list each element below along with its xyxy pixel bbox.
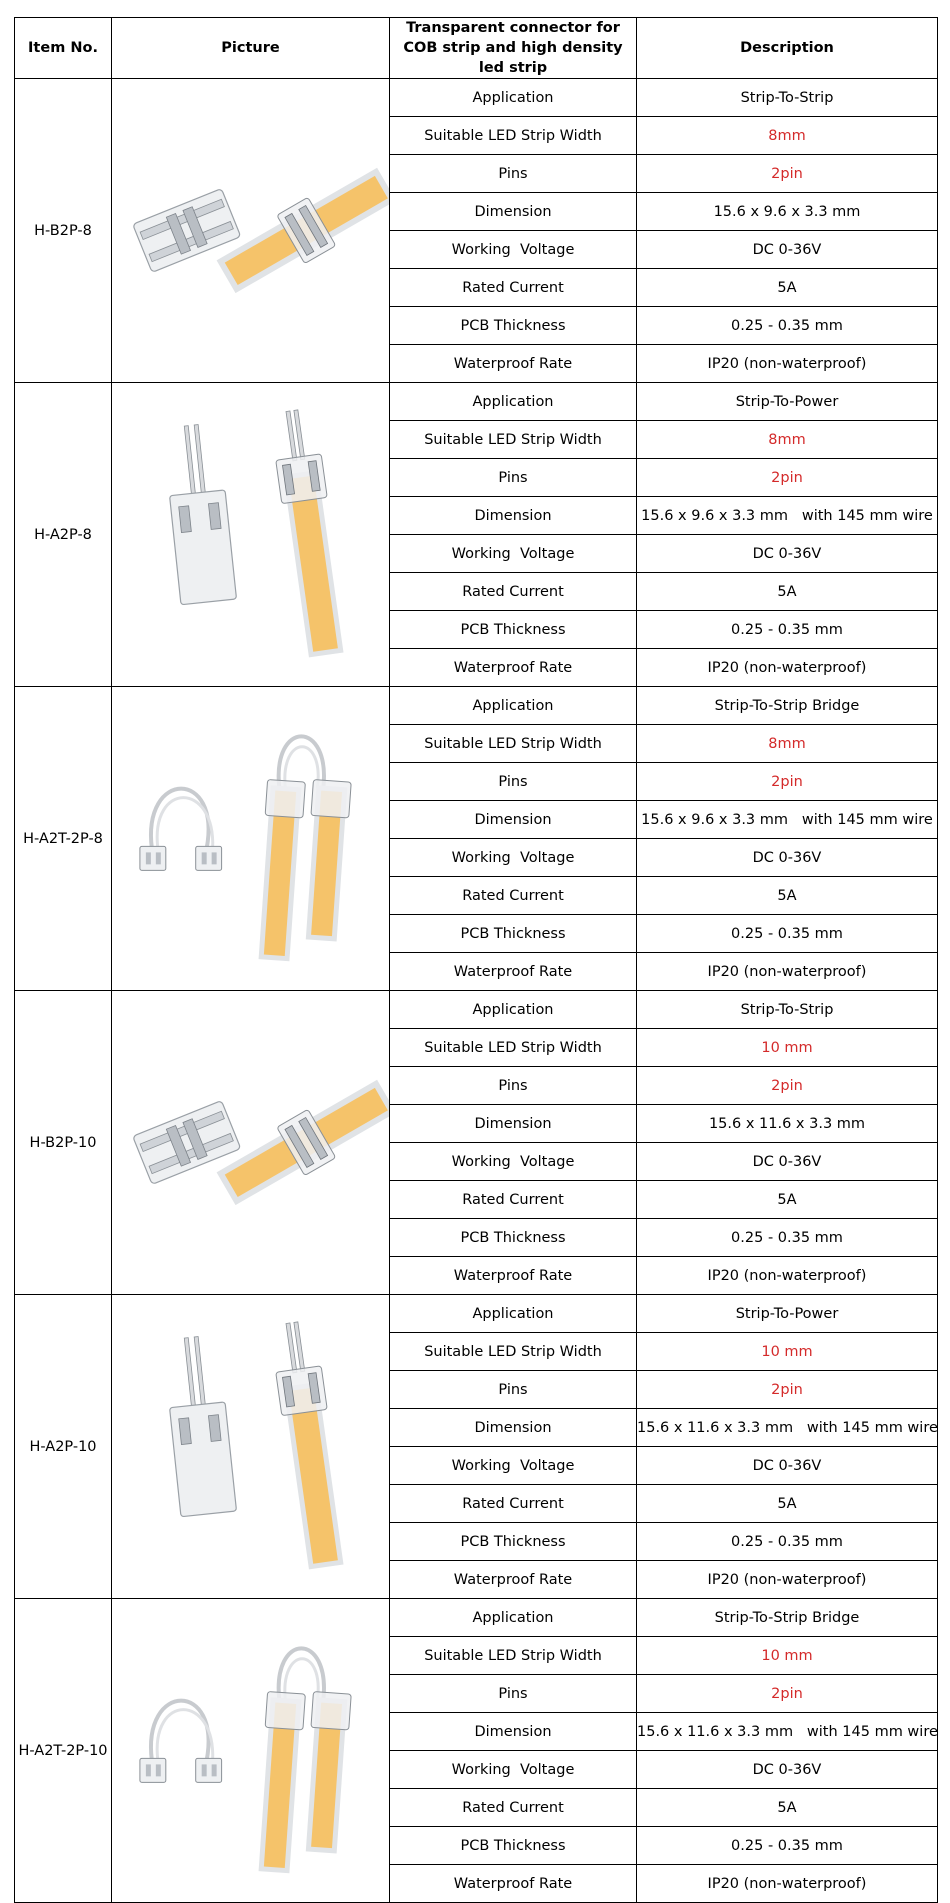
spec-value: Strip-To-Power — [637, 1295, 938, 1333]
spec-attribute: Suitable LED Strip Width — [390, 421, 637, 459]
spec-attribute: Working Voltage — [390, 839, 637, 877]
product-picture-cell — [112, 383, 390, 687]
spec-attribute: Working Voltage — [390, 231, 637, 269]
spec-attribute: PCB Thickness — [390, 1219, 637, 1257]
spec-value: Strip-To-Strip — [637, 79, 938, 117]
spec-value: 15.6 x 11.6 x 3.3 mm with 145 mm wire — [637, 1409, 938, 1447]
spec-value: 2pin — [637, 1067, 938, 1105]
spec-attribute: PCB Thickness — [390, 1523, 637, 1561]
spec-attribute: Waterproof Rate — [390, 1257, 637, 1295]
spec-value: 15.6 x 9.6 x 3.3 mm — [637, 193, 938, 231]
spec-attribute: Suitable LED Strip Width — [390, 725, 637, 763]
spec-value: 15.6 x 9.6 x 3.3 mm with 145 mm wire — [637, 801, 938, 839]
item-number-cell: H-A2T-2P-10 — [15, 1599, 112, 1903]
spec-value: Strip-To-Strip Bridge — [637, 1599, 938, 1637]
spec-attribute: Application — [390, 79, 637, 117]
spec-value: 10 mm — [637, 1029, 938, 1067]
table-row — [15, 687, 938, 725]
spec-value: 10 mm — [637, 1333, 938, 1371]
table-row — [15, 991, 938, 1029]
header-connector: Transparent connector for COB strip and high density led strip — [390, 18, 637, 79]
spec-attribute: Application — [390, 1295, 637, 1333]
spec-value: 2pin — [637, 763, 938, 801]
wired-connector-with-cob-strip-image — [112, 1297, 389, 1596]
spec-value: 5A — [637, 1181, 938, 1219]
spec-value: IP20 (non-waterproof) — [637, 1257, 938, 1295]
spec-value: 8mm — [637, 421, 938, 459]
spec-value: 2pin — [637, 155, 938, 193]
spec-value: DC 0-36V — [637, 231, 938, 269]
clip-connector-with-cob-strip-image — [112, 993, 389, 1292]
table-row — [15, 1295, 938, 1333]
spec-value: DC 0-36V — [637, 535, 938, 573]
spec-attribute: Pins — [390, 1675, 637, 1713]
spec-attribute: Dimension — [390, 1409, 637, 1447]
spec-attribute: Waterproof Rate — [390, 649, 637, 687]
spec-value: 5A — [637, 269, 938, 307]
spec-value: 0.25 - 0.35 mm — [637, 307, 938, 345]
spec-attribute: PCB Thickness — [390, 1827, 637, 1865]
product-picture-cell — [112, 1295, 390, 1599]
spec-value: 0.25 - 0.35 mm — [637, 915, 938, 953]
spec-value: 0.25 - 0.35 mm — [637, 1523, 938, 1561]
spec-attribute: Working Voltage — [390, 1447, 637, 1485]
spec-attribute: Suitable LED Strip Width — [390, 1333, 637, 1371]
spec-value: 5A — [637, 877, 938, 915]
spec-attribute: Suitable LED Strip Width — [390, 1029, 637, 1067]
spec-attribute: Rated Current — [390, 1789, 637, 1827]
spec-value: DC 0-36V — [637, 1143, 938, 1181]
table-header-row — [15, 18, 938, 79]
header-item-no: Item No. — [15, 18, 112, 79]
spec-value: IP20 (non-waterproof) — [637, 345, 938, 383]
spec-value: 0.25 - 0.35 mm — [637, 1827, 938, 1865]
spec-attribute: Suitable LED Strip Width — [390, 117, 637, 155]
spec-value: 15.6 x 11.6 x 3.3 mm with 145 mm wire — [637, 1713, 938, 1751]
spec-value: 5A — [637, 1789, 938, 1827]
spec-attribute: Waterproof Rate — [390, 1561, 637, 1599]
spec-attribute: Pins — [390, 459, 637, 497]
item-number-cell: H-A2P-8 — [15, 383, 112, 687]
spec-attribute: Dimension — [390, 1713, 637, 1751]
spec-value: 5A — [637, 1485, 938, 1523]
spec-attribute: Rated Current — [390, 1181, 637, 1219]
spec-attribute: Pins — [390, 1067, 637, 1105]
product-picture-cell — [112, 1599, 390, 1903]
spec-attribute: Rated Current — [390, 269, 637, 307]
spec-value: 0.25 - 0.35 mm — [637, 611, 938, 649]
spec-attribute: PCB Thickness — [390, 611, 637, 649]
spec-value: 2pin — [637, 1371, 938, 1409]
spec-value: DC 0-36V — [637, 1751, 938, 1789]
bridge-wire-connector-with-cob-strips-image — [112, 689, 389, 988]
spec-attribute: Working Voltage — [390, 1751, 637, 1789]
product-picture-cell — [112, 991, 390, 1295]
spec-value: 10 mm — [637, 1637, 938, 1675]
spec-value: IP20 (non-waterproof) — [637, 1561, 938, 1599]
spec-attribute: Working Voltage — [390, 535, 637, 573]
spec-value: Strip-To-Strip — [637, 991, 938, 1029]
table-row — [15, 79, 938, 117]
spec-value: 5A — [637, 573, 938, 611]
spec-attribute: Dimension — [390, 193, 637, 231]
table-row — [15, 383, 938, 421]
spec-value: Strip-To-Strip Bridge — [637, 687, 938, 725]
wired-connector-with-cob-strip-image — [112, 385, 389, 684]
spec-value: 2pin — [637, 459, 938, 497]
spec-value: Strip-To-Power — [637, 383, 938, 421]
header-description: Description — [637, 18, 938, 79]
spec-value: 2pin — [637, 1675, 938, 1713]
spec-attribute: Suitable LED Strip Width — [390, 1637, 637, 1675]
product-picture-cell — [112, 79, 390, 383]
spec-value: 15.6 x 11.6 x 3.3 mm — [637, 1105, 938, 1143]
spec-attribute: Waterproof Rate — [390, 953, 637, 991]
header-picture: Picture — [112, 18, 390, 79]
spec-attribute: Dimension — [390, 1105, 637, 1143]
spec-attribute: Application — [390, 1599, 637, 1637]
spec-attribute: Rated Current — [390, 877, 637, 915]
item-number-cell: H-A2P-10 — [15, 1295, 112, 1599]
spec-attribute: Pins — [390, 763, 637, 801]
spec-attribute: PCB Thickness — [390, 307, 637, 345]
spec-attribute: Pins — [390, 155, 637, 193]
spec-value: IP20 (non-waterproof) — [637, 953, 938, 991]
item-number-cell: H-B2P-10 — [15, 991, 112, 1295]
table-row — [15, 1599, 938, 1637]
spec-value: DC 0-36V — [637, 839, 938, 877]
product-spec-table — [14, 17, 938, 1903]
spec-attribute: Pins — [390, 1371, 637, 1409]
spec-value: IP20 (non-waterproof) — [637, 1865, 938, 1903]
spec-attribute: Application — [390, 383, 637, 421]
spec-attribute: Dimension — [390, 801, 637, 839]
item-number-cell: H-B2P-8 — [15, 79, 112, 383]
spec-value: 8mm — [637, 725, 938, 763]
spec-value: IP20 (non-waterproof) — [637, 649, 938, 687]
spec-attribute: Dimension — [390, 497, 637, 535]
bridge-wire-connector-with-cob-strips-image — [112, 1601, 389, 1900]
spec-attribute: Working Voltage — [390, 1143, 637, 1181]
spec-attribute: PCB Thickness — [390, 915, 637, 953]
spec-value: DC 0-36V — [637, 1447, 938, 1485]
spec-attribute: Rated Current — [390, 573, 637, 611]
spec-value: 15.6 x 9.6 x 3.3 mm with 145 mm wire — [637, 497, 938, 535]
item-number-cell: H-A2T-2P-8 — [15, 687, 112, 991]
spec-value: 0.25 - 0.35 mm — [637, 1219, 938, 1257]
spec-attribute: Rated Current — [390, 1485, 637, 1523]
spec-attribute: Waterproof Rate — [390, 1865, 637, 1903]
spec-attribute: Application — [390, 991, 637, 1029]
clip-connector-with-cob-strip-image — [112, 81, 389, 380]
product-picture-cell — [112, 687, 390, 991]
spec-value: 8mm — [637, 117, 938, 155]
spec-attribute: Waterproof Rate — [390, 345, 637, 383]
spec-attribute: Application — [390, 687, 637, 725]
